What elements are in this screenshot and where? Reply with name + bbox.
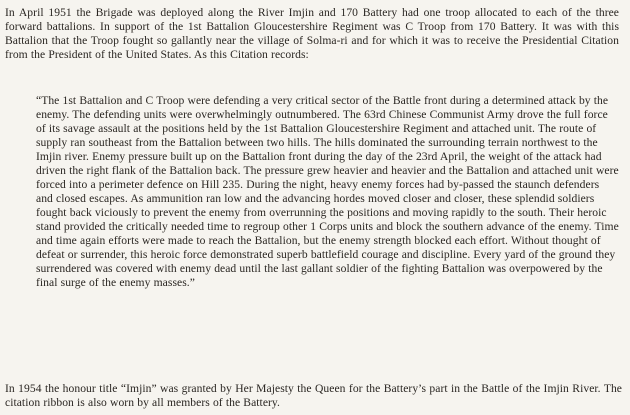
citation-quote: “The 1st Battalion and C Troop were defending a very critical sector of the Battle front during a determined attack by the enemy. The defending units were overwhelmingly outnumbered. The 63rd Chinese Communist Army drove the full force of its savage assault at the positions held by the 1st Battalion Gloucestershire Regiment and attached unit. The route of supply ran southeast from the Battalion between two hills. The hills dominated the surrounding terrain northwest to the Imjin river. Enemy pressure built up on the Battalion front during the day of the 23rd April, the weight of the attack had driven the right flank of the Battalion back. The pressure grew heavier and heavier and the Battalion and attached unit were forced into a perimeter defence on Hill 235. During the night, heavy enemy forces had by-passed the staunch defenders and closed escapes. As ammunition ran low and the advancing hordes moved closer and closer, these splendid soldiers fought back viciously to prevent the enemy from overrunning the positions and moving rapidly to the south. Their heroic stand provided the critically needed time to regroup other 1 Corps units and block the southern advance of the enemy. Time and time again efforts were made to reach the Battalion, but the enemy strength blocked each effort. Without thought of defeat or surrender, this heroic force demonstrated superb battlefield courage and discipline. Every yard of the ground they surrendered was covered with enemy dead until the last gallant soldier of the fighting Battalion was overpowered by the final surge of the enemy masses.” bbox=[36, 94, 619, 289]
intro-paragraph: In April 1951 the Brigade was deployed along the River Imjin and 170 Battery had one troop allocated to each of the three forward battalions. In support of the 1st Battalion Gloucestershire Regiment was C Troop from 170 Battery. It was with this Battalion that the Troop fought so gallantly near the village of Solma-ri and for which it was to receive the Presidential Citation from the President of the United States. As this Citation records: bbox=[5, 6, 619, 61]
closing-paragraph: In 1954 the honour title “Imjin” was granted by Her Majesty the Queen for the Battery’s part in the Battle of the Imjin River. The citation ribbon is also worn by all members of the Battery. bbox=[5, 382, 622, 409]
